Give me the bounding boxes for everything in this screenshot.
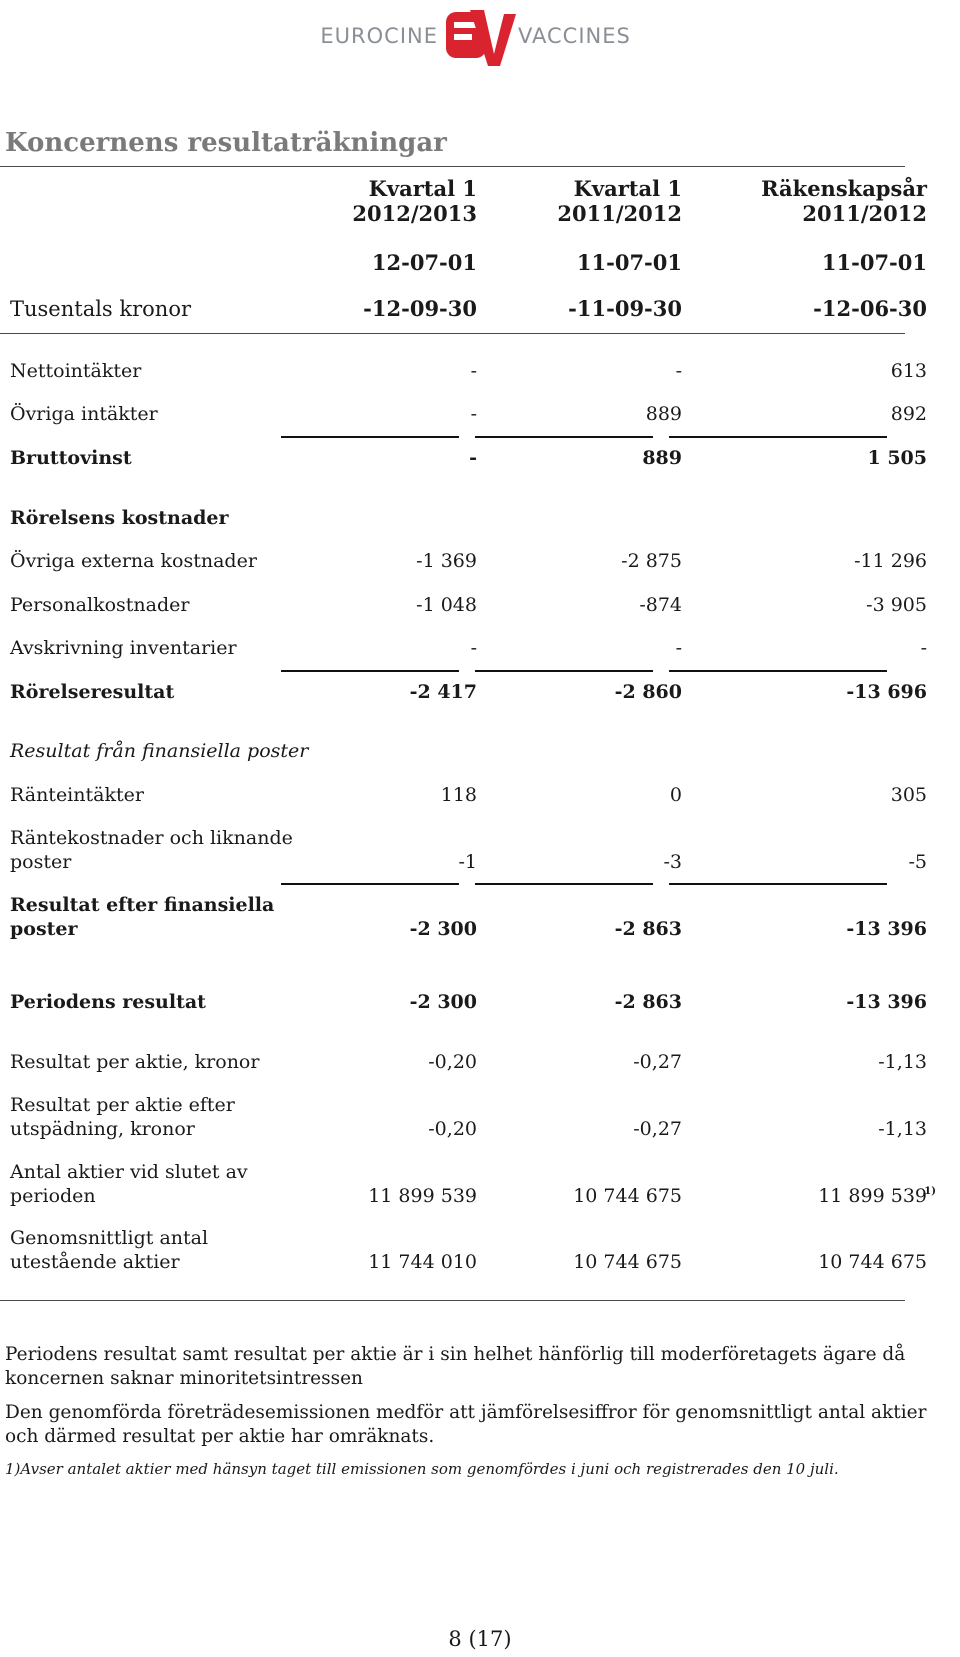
cell-value: -3 905 (866, 594, 927, 616)
row-label-rantekostnader-line2: poster (10, 851, 72, 873)
cell-value: 10 744 675 (573, 1185, 682, 1207)
section-heading-rorelsens-kostnader: Rörelsens kostnader (10, 507, 229, 529)
cell-value: 11 899 539 (818, 1185, 927, 1207)
footnote: 1)Avser antalet aktier med hänsyn taget till emissionen som genomfördes i juni och registrerades den 10 juli. (5, 1460, 839, 1478)
cell-value: - (469, 447, 477, 469)
cell-value: -11 296 (854, 550, 927, 572)
col3-header-line2: 2011/2012 (802, 201, 927, 226)
cell-value: -1,13 (878, 1118, 927, 1140)
row-label-ranteintakter: Ränteintäkter (10, 784, 144, 806)
col2-header-line2: 2011/2012 (557, 201, 682, 226)
row-label-periodens-resultat: Periodens resultat (10, 991, 206, 1013)
cell-value: 892 (890, 403, 927, 425)
cell-value: 0 (669, 784, 682, 806)
cell-value: 118 (440, 784, 477, 806)
cell-value: -2 863 (614, 991, 682, 1013)
row-label-bruttovinst: Bruttovinst (10, 447, 132, 469)
cell-value: 889 (645, 403, 682, 425)
cell-value: - (470, 637, 477, 659)
col1-header-line1: Kvartal 1 (368, 176, 477, 201)
section-heading-finansiella-poster: Resultat från finansiella poster (10, 740, 309, 762)
row-label-personal: Personalkostnader (10, 594, 190, 616)
cell-value: -13 396 (846, 991, 927, 1013)
cell-value: -0,20 (428, 1118, 477, 1140)
header-rule (0, 333, 905, 334)
col2-period-from: 11-07-01 (576, 250, 682, 275)
cell-value: -2 863 (614, 918, 682, 940)
subtotal-underline (669, 883, 887, 885)
page-title: Koncernens resultaträkningar (5, 128, 447, 158)
subtotal-underline (281, 670, 459, 672)
row-label-rantekostnader-line1: Räntekostnader och liknande (10, 827, 293, 849)
cell-value: -2 300 (409, 918, 477, 940)
subtotal-underline (669, 436, 887, 438)
cell-value: -3 (663, 851, 682, 873)
logo-ev-mark-icon (440, 6, 520, 72)
row-label-rorelseresultat: Rörelseresultat (10, 681, 175, 703)
row-label-nettointakter: Nettointäkter (10, 360, 142, 382)
cell-value: 11 744 010 (368, 1251, 477, 1273)
note-paragraph: Den genomförda företrädesemissionen medför att jämförelsesiffror för genomsnittligt antal aktier och därmed resultat per aktie har omräknats. (5, 1402, 927, 1447)
cell-value: -5 (908, 851, 927, 873)
subtotal-underline (281, 883, 459, 885)
cell-value: -0,27 (633, 1118, 682, 1140)
bottom-rule (0, 1300, 905, 1301)
cell-value: 305 (890, 784, 927, 806)
cell-value: -1,13 (878, 1051, 927, 1073)
cell-value: -2 417 (409, 681, 477, 703)
row-label-avskrivning: Avskrivning inventarier (10, 637, 237, 659)
col2-header-line1: Kvartal 1 (573, 176, 682, 201)
subtotal-underline (475, 436, 653, 438)
col2-period-to: -11-09-30 (568, 296, 682, 321)
cell-value: -0,27 (633, 1051, 682, 1073)
col1-period-to: -12-09-30 (363, 296, 477, 321)
row-label-eps: Resultat per aktie, kronor (10, 1051, 260, 1073)
row-label-efter-fin-line1: Resultat efter finansiella (10, 894, 275, 916)
row-label-shares-avg-line2: utestående aktier (10, 1251, 180, 1273)
page-number: 8 (17) (448, 1627, 512, 1651)
col1-header-line2: 2012/2013 (352, 201, 477, 226)
logo-text-left: EUROCINE (320, 24, 438, 48)
cell-value: -2 860 (614, 681, 682, 703)
subtotal-underline (475, 670, 653, 672)
cell-value: -2 300 (409, 991, 477, 1013)
subtotal-underline (281, 436, 459, 438)
row-label-ovriga-intakter: Övriga intäkter (10, 403, 158, 425)
row-label-shares-end-line1: Antal aktier vid slutet av (10, 1161, 248, 1183)
top-rule (0, 166, 905, 167)
row-label-ovriga-externa: Övriga externa kostnader (10, 550, 257, 572)
cell-value: - (920, 637, 927, 659)
cell-value: - (470, 360, 477, 382)
cell-value: -1 (458, 851, 477, 873)
cell-value: -1 369 (416, 550, 477, 572)
cell-value: - (675, 360, 682, 382)
cell-value: -13 396 (846, 918, 927, 940)
col3-period-to: -12-06-30 (813, 296, 927, 321)
subtotal-underline (669, 670, 887, 672)
note-paragraph: Periodens resultat samt resultat per aktie är i sin helhet hänförlig till moderföretagets ägare då koncernen saknar minoritetsintressen (5, 1344, 906, 1389)
company-logo (0, 6, 960, 70)
cell-value: -874 (639, 594, 682, 616)
cell-value: 10 744 675 (573, 1251, 682, 1273)
col1-period-from: 12-07-01 (371, 250, 477, 275)
footnote-marker: 1) (924, 1186, 936, 1197)
row-label-eps-diluted-line2: utspädning, kronor (10, 1118, 195, 1140)
cell-value: 1 505 (867, 447, 927, 469)
cell-value: -2 875 (621, 550, 682, 572)
logo-text-right: VACCINES (518, 24, 631, 48)
unit-label: Tusentals kronor (10, 297, 192, 321)
row-label-eps-diluted-line1: Resultat per aktie efter (10, 1094, 235, 1116)
row-label-shares-avg-line1: Genomsnittligt antal (10, 1227, 209, 1249)
cell-value: -13 696 (846, 681, 927, 703)
cell-value: 11 899 539 (368, 1185, 477, 1207)
cell-value: - (675, 637, 682, 659)
cell-value: -0,20 (428, 1051, 477, 1073)
cell-value: 10 744 675 (818, 1251, 927, 1273)
row-label-efter-fin-line2: poster (10, 918, 78, 940)
cell-value: 889 (642, 447, 682, 469)
col3-header-line1: Räkenskapsår (761, 176, 927, 201)
col3-period-from: 11-07-01 (821, 250, 927, 275)
cell-value: - (470, 403, 477, 425)
cell-value: -1 048 (416, 594, 477, 616)
row-label-shares-end-line2: perioden (10, 1185, 96, 1207)
cell-value: 613 (890, 360, 927, 382)
subtotal-underline (475, 883, 653, 885)
